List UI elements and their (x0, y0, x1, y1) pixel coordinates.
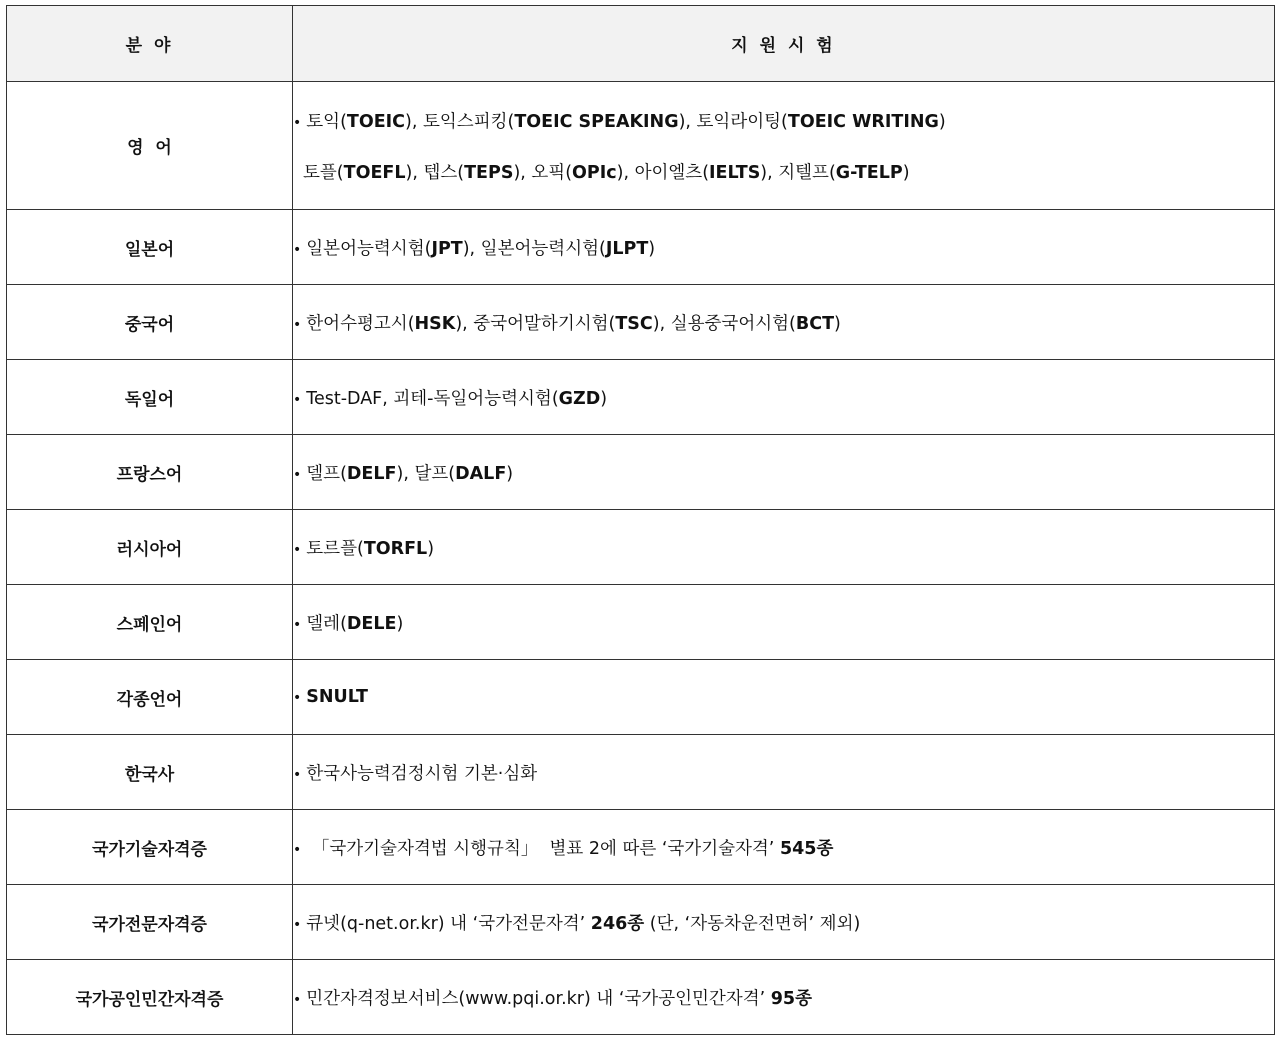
table-row (7, 885, 1275, 960)
field-cell: 러시아어 (7, 510, 293, 585)
exam-code: 95종 (770, 988, 813, 1009)
exam-line (293, 985, 1274, 1010)
field-cell: 스페인어 (7, 585, 293, 660)
table-row (7, 735, 1275, 810)
table-row (7, 82, 1275, 210)
exam-code: TOEIC SPEAKING (514, 111, 679, 132)
exam-code: JPT (431, 238, 463, 259)
exam-line (293, 108, 1274, 133)
exams-cell (293, 285, 1275, 360)
exam-line (293, 835, 1274, 860)
bullet-icon: • (293, 316, 302, 333)
exam-line (293, 235, 1274, 260)
exams-cell (293, 82, 1275, 210)
exam-line (293, 460, 1274, 485)
bullet-icon: • (293, 114, 302, 131)
bullet-icon: • (293, 391, 302, 408)
exams-cell (293, 660, 1275, 735)
exam-code: OPIc (572, 162, 617, 183)
table-row (7, 360, 1275, 435)
bullet-icon: • (293, 466, 302, 483)
exam-code: 545종 (779, 838, 834, 859)
field-cell: 각종언어 (7, 660, 293, 735)
exam-text: 「국가기술자격법 시행규칙」 별표 2에 따른 ‘국가기술자격’ (306, 838, 780, 859)
exams-cell (293, 735, 1275, 810)
exam-code: TOEIC (346, 111, 406, 132)
exam-code: IELTS (709, 162, 761, 183)
exam-text: ), 중국어말하기시험( (455, 313, 616, 334)
exam-text: 큐넷(q-net.or.kr) 내 ‘국가전문자격’ (306, 913, 591, 934)
exams-cell (293, 510, 1275, 585)
exam-code: DELE (346, 613, 397, 634)
bullet-icon: • (293, 241, 302, 258)
exam-text: ) (938, 111, 946, 132)
exam-text: ), 토익라이팅( (678, 111, 788, 132)
exam-code: SNULT (306, 687, 368, 707)
exam-text: ) (902, 162, 910, 183)
exam-line (293, 385, 1274, 410)
bullet-icon: • (293, 916, 302, 933)
exam-text: 델레( (306, 613, 347, 634)
exam-code: TEPS (464, 162, 514, 183)
exam-code: DALF (455, 463, 507, 484)
exam-line (293, 159, 1274, 184)
exam-text: ), 지텔프( (760, 162, 836, 183)
bullet-icon: • (293, 616, 302, 633)
table-row (7, 210, 1275, 285)
exam-text: ) (427, 538, 435, 559)
exam-code: DELF (346, 463, 397, 484)
exam-text: 민간자격정보서비스(www.pqi.or.kr) 내 ‘국가공인민간자격’ (306, 988, 771, 1009)
exam-text: ) (600, 388, 608, 409)
table-body (7, 82, 1275, 1035)
exam-line (293, 760, 1274, 785)
exam-code: BCT (795, 313, 835, 334)
exams-cell (293, 210, 1275, 285)
exam-code: 246종 (590, 913, 645, 934)
field-cell: 중국어 (7, 285, 293, 360)
bullet-icon: • (293, 841, 302, 858)
header-exams: 지 원 시 험 (293, 6, 1275, 82)
table-row (7, 510, 1275, 585)
exam-text: ), 달프( (396, 463, 456, 484)
exam-line (293, 310, 1274, 335)
exam-line (293, 910, 1274, 935)
field-cell: 독일어 (7, 360, 293, 435)
exam-table (6, 5, 1275, 1035)
table-row (7, 660, 1275, 735)
exam-text: 델프( (306, 463, 347, 484)
exam-text: ) (506, 463, 514, 484)
exams-cell (293, 810, 1275, 885)
exam-code: TOEIC WRITING (787, 111, 939, 132)
exam-text: 토르플( (306, 538, 364, 559)
field-cell: 프랑스어 (7, 435, 293, 510)
exams-cell (293, 960, 1275, 1035)
exams-cell (293, 885, 1275, 960)
exam-text: 토익( (306, 111, 347, 132)
exam-code: TORFL (363, 538, 428, 559)
exam-text: (단, ‘자동차운전면허’ 제외) (644, 913, 861, 934)
field-cell: 일본어 (7, 210, 293, 285)
exams-cell (293, 585, 1275, 660)
exam-code: TSC (615, 313, 653, 334)
exam-text: 토플( (303, 162, 344, 183)
table-row (7, 810, 1275, 885)
bullet-icon: • (293, 766, 302, 783)
exam-text: ) (834, 313, 841, 334)
exam-text: ), 오픽( (513, 162, 573, 183)
field-cell: 국가기술자격증 (7, 810, 293, 885)
field-cell: 한국사 (7, 735, 293, 810)
table-header-row (7, 6, 1275, 82)
exam-code: GZD (558, 388, 601, 409)
exams-cell (293, 435, 1275, 510)
bullet-icon: • (293, 991, 302, 1008)
exam-line (293, 610, 1274, 635)
exam-text: ), 토익스피킹( (405, 111, 515, 132)
exam-text: Test-DAF, 괴테-독일어능력시험( (306, 388, 559, 409)
exam-text: ), 텝스( (405, 162, 465, 183)
exam-code: TOEFL (343, 162, 406, 183)
field-cell: 영 어 (7, 82, 293, 210)
exam-code: HSK (414, 313, 456, 334)
table-row (7, 285, 1275, 360)
exams-cell (293, 360, 1275, 435)
exam-text: ), 일본어능력시험( (462, 238, 606, 259)
header-field: 분 야 (7, 6, 293, 82)
exam-code: JLPT (605, 238, 649, 259)
exam-text: 한국사능력검정시험 기본·심화 (306, 763, 538, 784)
bullet-icon: • (293, 541, 302, 558)
exam-text: 한어수평고시( (306, 313, 415, 334)
field-cell: 국가공인민간자격증 (7, 960, 293, 1035)
exam-text: 일본어능력시험( (306, 238, 432, 259)
exam-text: ) (648, 238, 656, 259)
exam-text: ), 실용중국어시험( (652, 313, 796, 334)
exam-code: G-TELP (835, 162, 903, 183)
field-cell: 국가전문자격증 (7, 885, 293, 960)
bullet-icon: • (293, 690, 302, 706)
exam-line (293, 535, 1274, 560)
table-row (7, 435, 1275, 510)
table-row (7, 585, 1275, 660)
exam-line (293, 687, 1274, 707)
exam-text: ) (396, 613, 404, 634)
table-row (7, 960, 1275, 1035)
exam-text: ), 아이엘츠( (616, 162, 710, 183)
